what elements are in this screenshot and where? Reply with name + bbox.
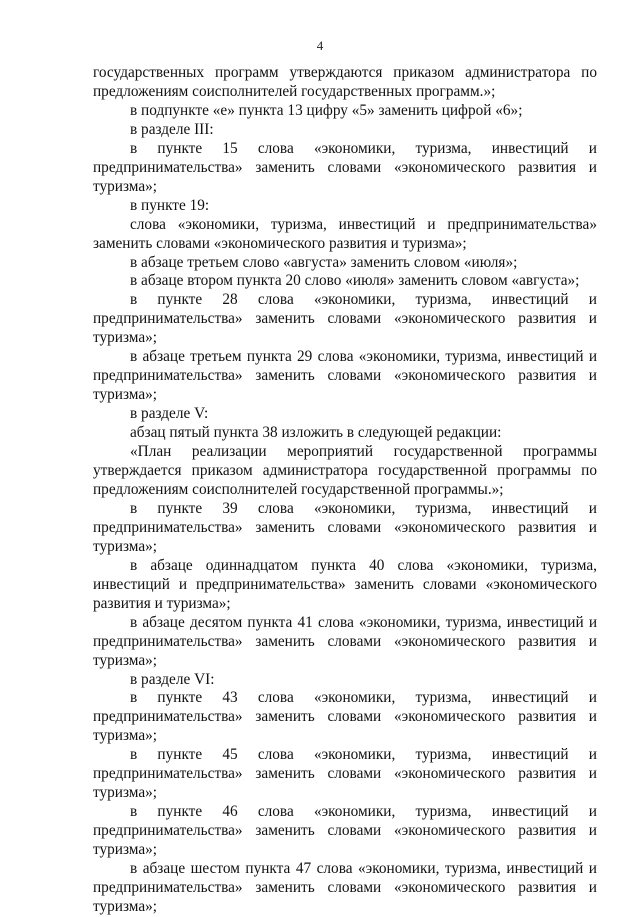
- paragraph: государственных программ утверждаются приказом администратора по предложениям соисполнителей государственных программ.»;: [93, 64, 597, 100]
- paragraph: «План реализации мероприятий государственной программы утверждается приказом администратора государственной программы по предложениям соисполнителей государственной программы.»;: [93, 443, 597, 498]
- paragraph: в абзаце десятом пункта 41 слова «экономики, туризма, инвестиций и предпринимательства» заменить словами «экономического развития и туризма»;: [93, 613, 597, 669]
- paragraph: в подпункте «е» пункта 13 цифру «5» заменить цифрой «6»;: [130, 101, 523, 119]
- document-body: [93, 64, 597, 917]
- paragraph: в абзаце шестом пункта 47 слова «экономики, туризма, инвестиций и предпринимательства» заменить словами «экономического развития и туризма»;: [93, 860, 597, 915]
- paragraph: в пункте 28 слова «экономики, туризма, инвестиций и предпринимательства» заменить словами «экономического развития и туризма»;: [93, 291, 597, 347]
- paragraph: в разделе III:: [130, 120, 214, 138]
- paragraph: в пункте 45 слова «экономики, туризма, инвестиций и предпринимательства» заменить словами «экономического развития и туризма»;: [93, 746, 597, 802]
- paragraph: в пункте 19:: [130, 196, 210, 214]
- paragraph: в разделе V:: [130, 405, 209, 423]
- paragraph: в абзаце третьем пункта 29 слова «экономики, туризма, инвестиций и предпринимательства» заменить словами «экономического развития и туризма»;: [93, 348, 597, 404]
- paragraph: в абзаце одиннадцатом пункта 40 слова «экономики, туризма, инвестиций и предпринимательства» заменить словами «экономического развития и туризма»;: [93, 556, 597, 612]
- paragraph: в пункте 46 слова «экономики, туризма, инвестиций и предпринимательства» заменить словами «экономического развития и туризма»;: [93, 803, 597, 859]
- paragraph: в абзаце третьем слово «августа» заменить словом «июля»;: [130, 253, 518, 271]
- page-number: 4: [316, 38, 324, 53]
- paragraph: абзац пятый пункта 38 изложить в следующей редакции:: [130, 424, 502, 442]
- paragraph: в абзаце втором пункта 20 слово «июля» заменить словом «августа»;: [130, 272, 580, 290]
- paragraph: в пункте 15 слова «экономики, туризма, инвестиций и предпринимательства» заменить словами «экономического развития и туризма»;: [93, 139, 597, 195]
- paragraph: в пункте 39 слова «экономики, туризма, инвестиций и предпринимательства» заменить словами «экономического развития и туризма»;: [93, 499, 597, 555]
- paragraph: слова «экономики, туризма, инвестиций и предпринимательства» заменить словами «экономического развития и туризма»;: [93, 215, 597, 252]
- paragraph: в разделе VI:: [130, 670, 215, 688]
- paragraph: в пункте 43 слова «экономики, туризма, инвестиций и предпринимательства» заменить словами «экономического развития и туризма»;: [93, 689, 597, 745]
